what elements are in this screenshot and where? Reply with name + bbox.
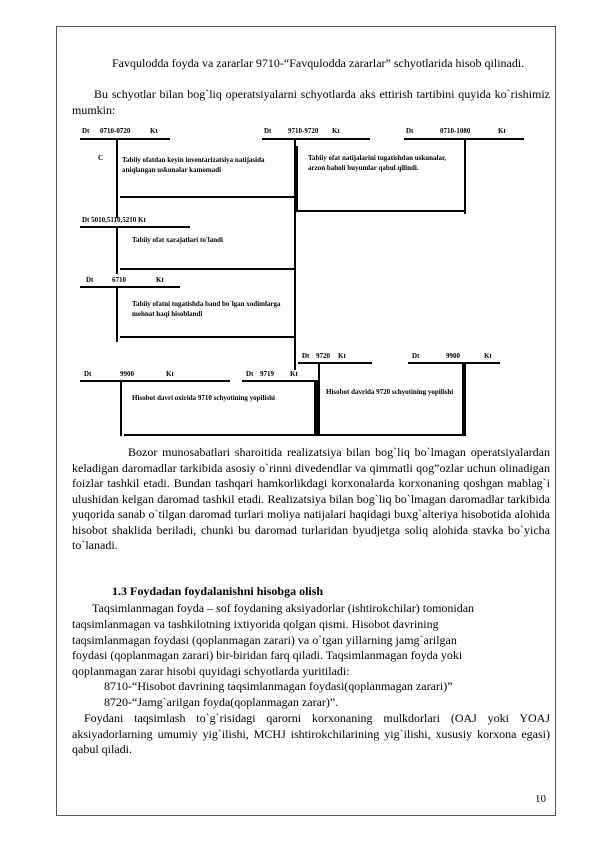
accounts-diagram: [80, 124, 550, 444]
t2-kt: Kt: [332, 127, 340, 135]
t7-kt: Kt: [166, 370, 174, 378]
t8-accounts: 9900: [446, 352, 460, 360]
t3-accounts: 0710-1080: [440, 127, 471, 135]
c-mark: C: [98, 154, 104, 162]
t1-stem: [116, 138, 118, 218]
box2-text: Tabiiy ofat natijalarini tugatishdan uskunalar, arzon baholi buyumlar qabul qilindi.: [308, 154, 447, 172]
t1-kt: Kt: [150, 127, 158, 135]
t1-accounts: 0710-0720: [100, 127, 131, 135]
body-paragraph-3: Bozor munosabatlari sharoitida realizatsiya bilan bog`liq bo`lmagan operatsiyalardan keladigan daromadlar tarkibida asosiy o`rinni divedendlar va qimmatli qog”ozlar uchun olinadigan foizlar tashkil etadi. Bundan tashqari hamkorlikdagi korxonalarda korxonaning qoshgan mablag`i ulushidan kelgan daromad tashkil etadi. Realizatsiya bilan bog`liq bo`lmagan daromadlar tarkibida yuqorida sanab o`tilgan daromad turlari moliya natijalari haqidagi buxg`alteriya hisobotida alohida hisobot shaklida beriladi, chunki bu daromad turlaridan byudjetga soliq alohida stavka bo`yicha to`lanadi.: [72, 445, 550, 552]
t9-accounts: 9719: [260, 370, 274, 378]
body-paragraph-4: Foydani taqsimlash to`g`risidagi qarorni korxonaning mulkdorlari (OAJ yoki YOAJ aksiyadorlarning umumiy yig`ilishi, MCHJ ishtirokchilarining yig`ilishi, xususiy korxona egasi) qabul qiladi.: [72, 711, 550, 756]
text-line-1: Taqsimlanmagan foyda – sof foydaning aksiyadorlar (ishtirokchilar) tomonidan: [92, 601, 475, 615]
box5-text: Hisobot davri oxirida 9710 schyotining yopilishi: [132, 394, 275, 402]
t6-dt: Dt: [302, 352, 310, 360]
t1-bar: [80, 138, 170, 140]
box3-text: Tabiiy ofat xarajatlari to'landi: [132, 236, 223, 244]
t9-kt: Kt: [290, 370, 298, 378]
text-line-6: 8710-“Hisobot davrining taqsimlanmagan foydasi(qoplanmagan zarari)”: [104, 679, 453, 693]
t9-dt: Dt: [246, 370, 254, 378]
t7-dt: Dt: [84, 370, 92, 378]
t8-dt: Dt: [412, 352, 420, 360]
t5-dt: Dt: [86, 276, 94, 284]
intro-paragraph-2: Bu schyotlar bilan bog`liq operatsiyalarni schyotlarda aks ettirish tartibini quyida ko`rishimiz mumkin:: [72, 87, 550, 117]
t3-kt: Kt: [498, 127, 506, 135]
t7-accounts: 9900: [120, 370, 134, 378]
t2-dt: Dt: [264, 127, 272, 135]
t5-accounts: 6710: [112, 276, 126, 284]
section-heading: 1.3 Foydadan foydalanishni hisobga olish: [112, 584, 324, 598]
text-line-5: qoplanmagan zarar hisobi quyidagi schyotlarda yuritiladi:: [72, 664, 350, 678]
text-line-7: 8720-“Jamg`arilgan foyda(qoplanmagan zarar)”.: [104, 695, 339, 709]
box6-text: Hisobot davrida 9720 schyotining yopilishi: [326, 388, 454, 396]
t6-kt: Kt: [338, 352, 346, 360]
t2-accounts: 9710-9720: [288, 127, 319, 135]
t5-kt: Kt: [156, 276, 164, 284]
t5-stem: [116, 286, 118, 342]
t3-dt: Dt: [406, 127, 414, 135]
page-number: 10: [535, 793, 546, 805]
t1-dt: Dt: [82, 127, 90, 135]
t6-accounts: 9720: [316, 352, 330, 360]
t7-stem: [120, 380, 122, 436]
box-close-9720: [318, 364, 464, 436]
t8-kt: Kt: [484, 352, 492, 360]
text-line-2: taqsimlanmagan va tashkilotning ixtiyorida qolgan qismi. Hisobot davrining: [72, 617, 439, 631]
central-stem: [294, 138, 296, 370]
box-close-9710: [124, 382, 316, 436]
box4-text: Tabiiy ofatni tugatishda band bo`lgan xodimlarga mehnat haqi hisoblandi: [132, 300, 281, 318]
box-expenses-paid: [120, 226, 296, 270]
t8-stem: [464, 362, 466, 436]
t2-bar: [262, 138, 370, 140]
box1-text: Tabiiy ofatdan keyin inventarizatsiya natijasida aniqlangan uskunalar kamomadi: [122, 156, 265, 174]
text-line-4: foydasi (qoplanmagan zarari) bir-biridan farq qiladi. Taqsimlanmagan foyda yoki: [72, 648, 463, 662]
t4-label: Dt 5010,5110,5210 Kt: [82, 216, 146, 224]
t4-stem: [116, 226, 118, 274]
text-line-3: taqsimlanmagan foydasi (qoplanmagan zarari) va o`tgan yillarning jamg`arilgan: [72, 633, 457, 647]
intro-paragraph-1: Favqulodda foyda va zararlar 9710-“Favqulodda zararlar” schyotlarida hisob qilinadi.: [112, 56, 525, 70]
